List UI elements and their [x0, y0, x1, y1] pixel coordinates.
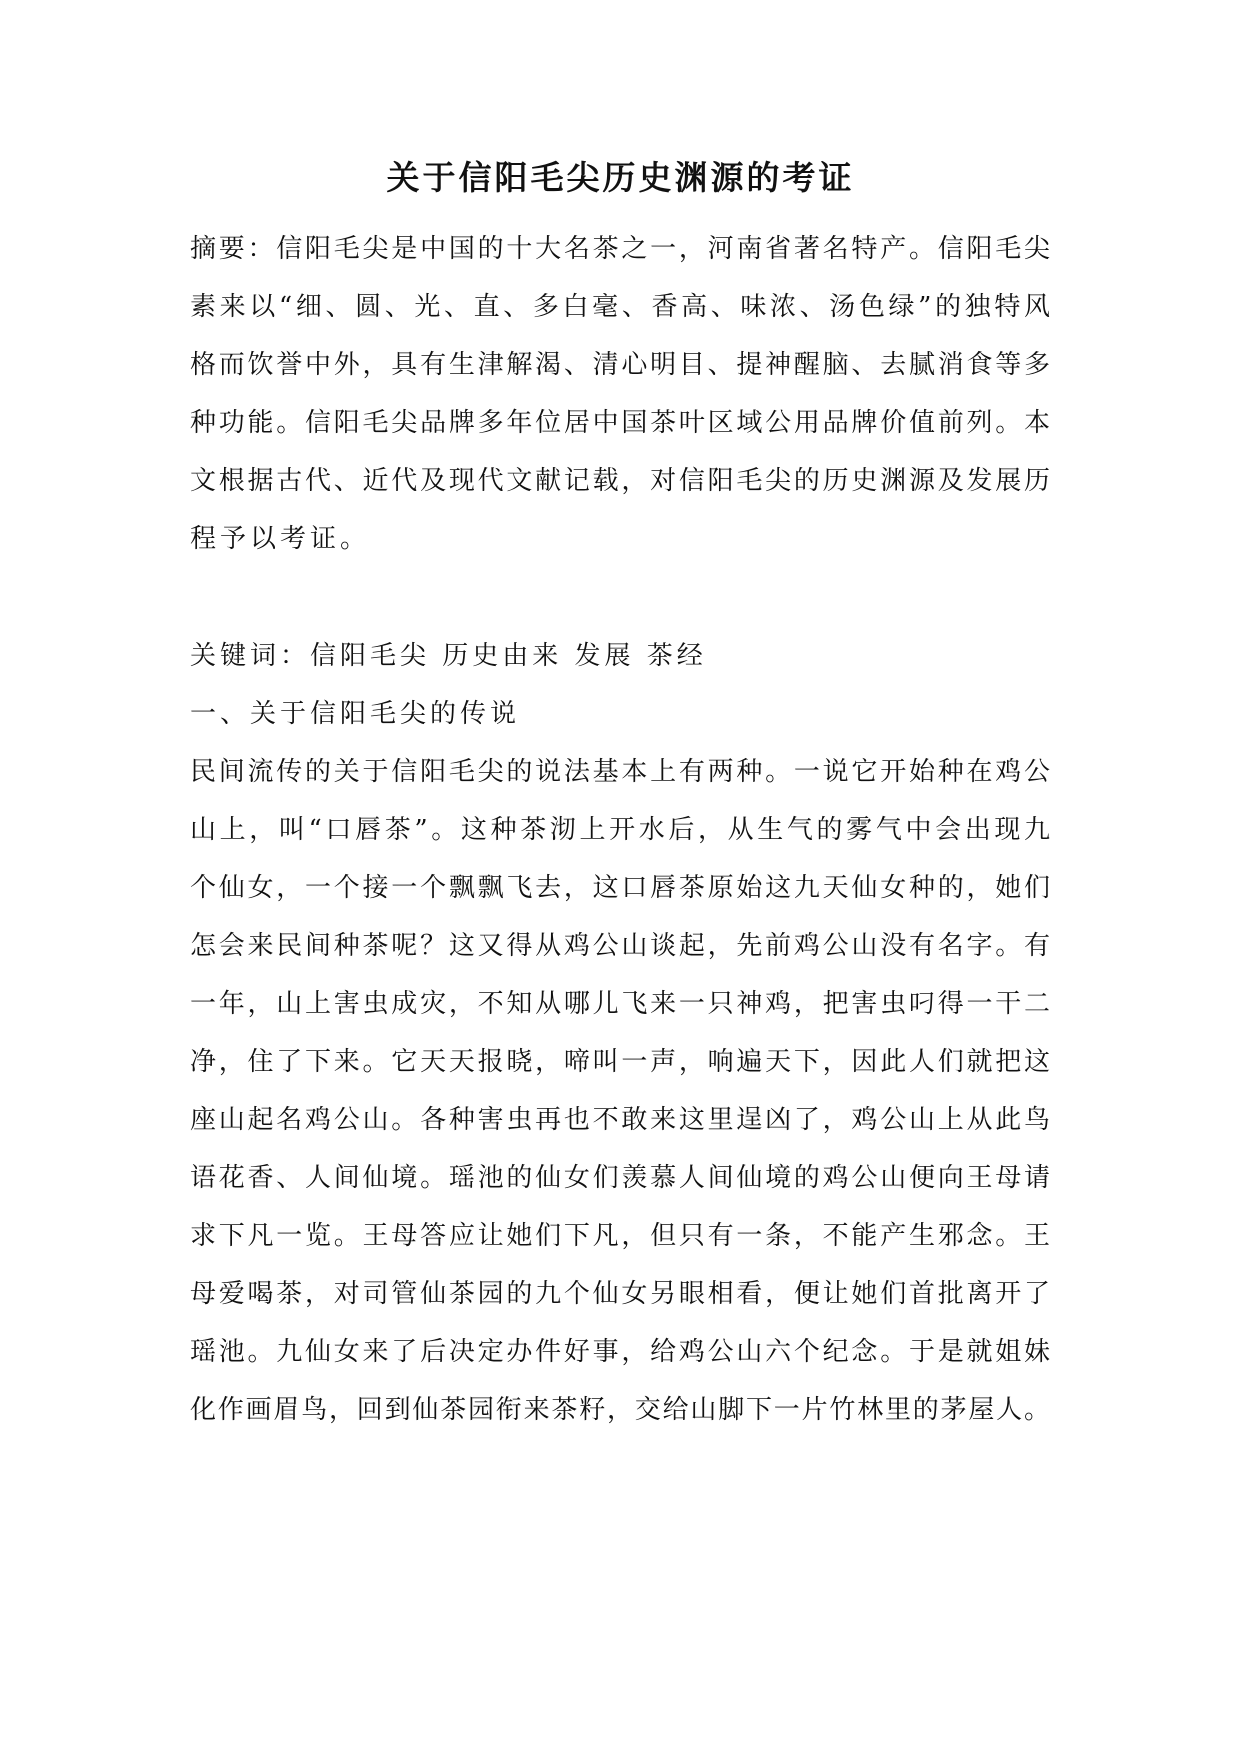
- body-line-9: 求下凡一览。王母答应让她们下凡，但只有一条，不能产生邪念。王: [190, 1221, 1050, 1251]
- body-line-5: 一年，山上害虫成灾，不知从哪儿飞来一只神鸡，把害虫叼得一干二: [190, 989, 1050, 1019]
- body-line-4: 怎会来民间种茶呢？这又得从鸡公山谈起，先前鸡公山没有名字。有: [190, 931, 1050, 961]
- body-line-7: 座山起名鸡公山。各种害虫再也不敢来这里逞凶了，鸡公山上从此鸟: [190, 1105, 1050, 1135]
- body-line-6: 净，住了下来。它天天报晓，啼叫一声，响遍天下，因此人们就把这: [190, 1047, 1050, 1077]
- section-heading: 一、关于信阳毛尖的传说: [190, 699, 521, 729]
- abstract-line-4: 种功能。信阳毛尖品牌多年位居中国茶叶区域公用品牌价值前列。本: [190, 408, 1050, 438]
- body-line-2: 山上，叫“口唇茶”。这种茶沏上开水后，从生气的雾气中会出现九: [190, 815, 1050, 845]
- body-line-1: 民间流传的关于信阳毛尖的说法基本上有两种。一说它开始种在鸡公: [190, 757, 1050, 787]
- abstract-line-5: 文根据古代、近代及现代文献记载，对信阳毛尖的历史渊源及发展历: [190, 466, 1050, 496]
- abstract-line-1: 摘要：信阳毛尖是中国的十大名茶之一，河南省著名特产。信阳毛尖: [190, 234, 1050, 264]
- body-line-3: 个仙女，一个接一个飘飘飞去，这口唇茶原始这九天仙女种的，她们: [190, 873, 1050, 903]
- abstract-line-3: 格而饮誉中外，具有生津解渴、清心明目、提神醒脑、去腻消食等多: [190, 350, 1050, 380]
- body-line-12: 化作画眉鸟，回到仙茶园衔来茶籽，交给山脚下一片竹林里的茅屋人。: [190, 1395, 1050, 1425]
- body-line-8: 语花香、人间仙境。瑶池的仙女们羡慕人间仙境的鸡公山便向王母请: [190, 1163, 1050, 1193]
- body-line-11: 瑶池。九仙女来了后决定办件好事，给鸡公山六个纪念。于是就姐妹: [190, 1337, 1050, 1367]
- body-line-10: 母爱喝茶，对司管仙茶园的九个仙女另眼相看，便让她们首批离开了: [190, 1279, 1050, 1309]
- keywords: 关键词：信阳毛尖 历史由来 发展 茶经: [190, 641, 707, 671]
- abstract-line-2: 素来以“细、圆、光、直、多白毫、香高、味浓、汤色绿”的独特风: [190, 292, 1050, 322]
- abstract-line-6: 程予以考证。: [190, 524, 371, 554]
- document-title: 关于信阳毛尖历史渊源的考证: [386, 158, 855, 197]
